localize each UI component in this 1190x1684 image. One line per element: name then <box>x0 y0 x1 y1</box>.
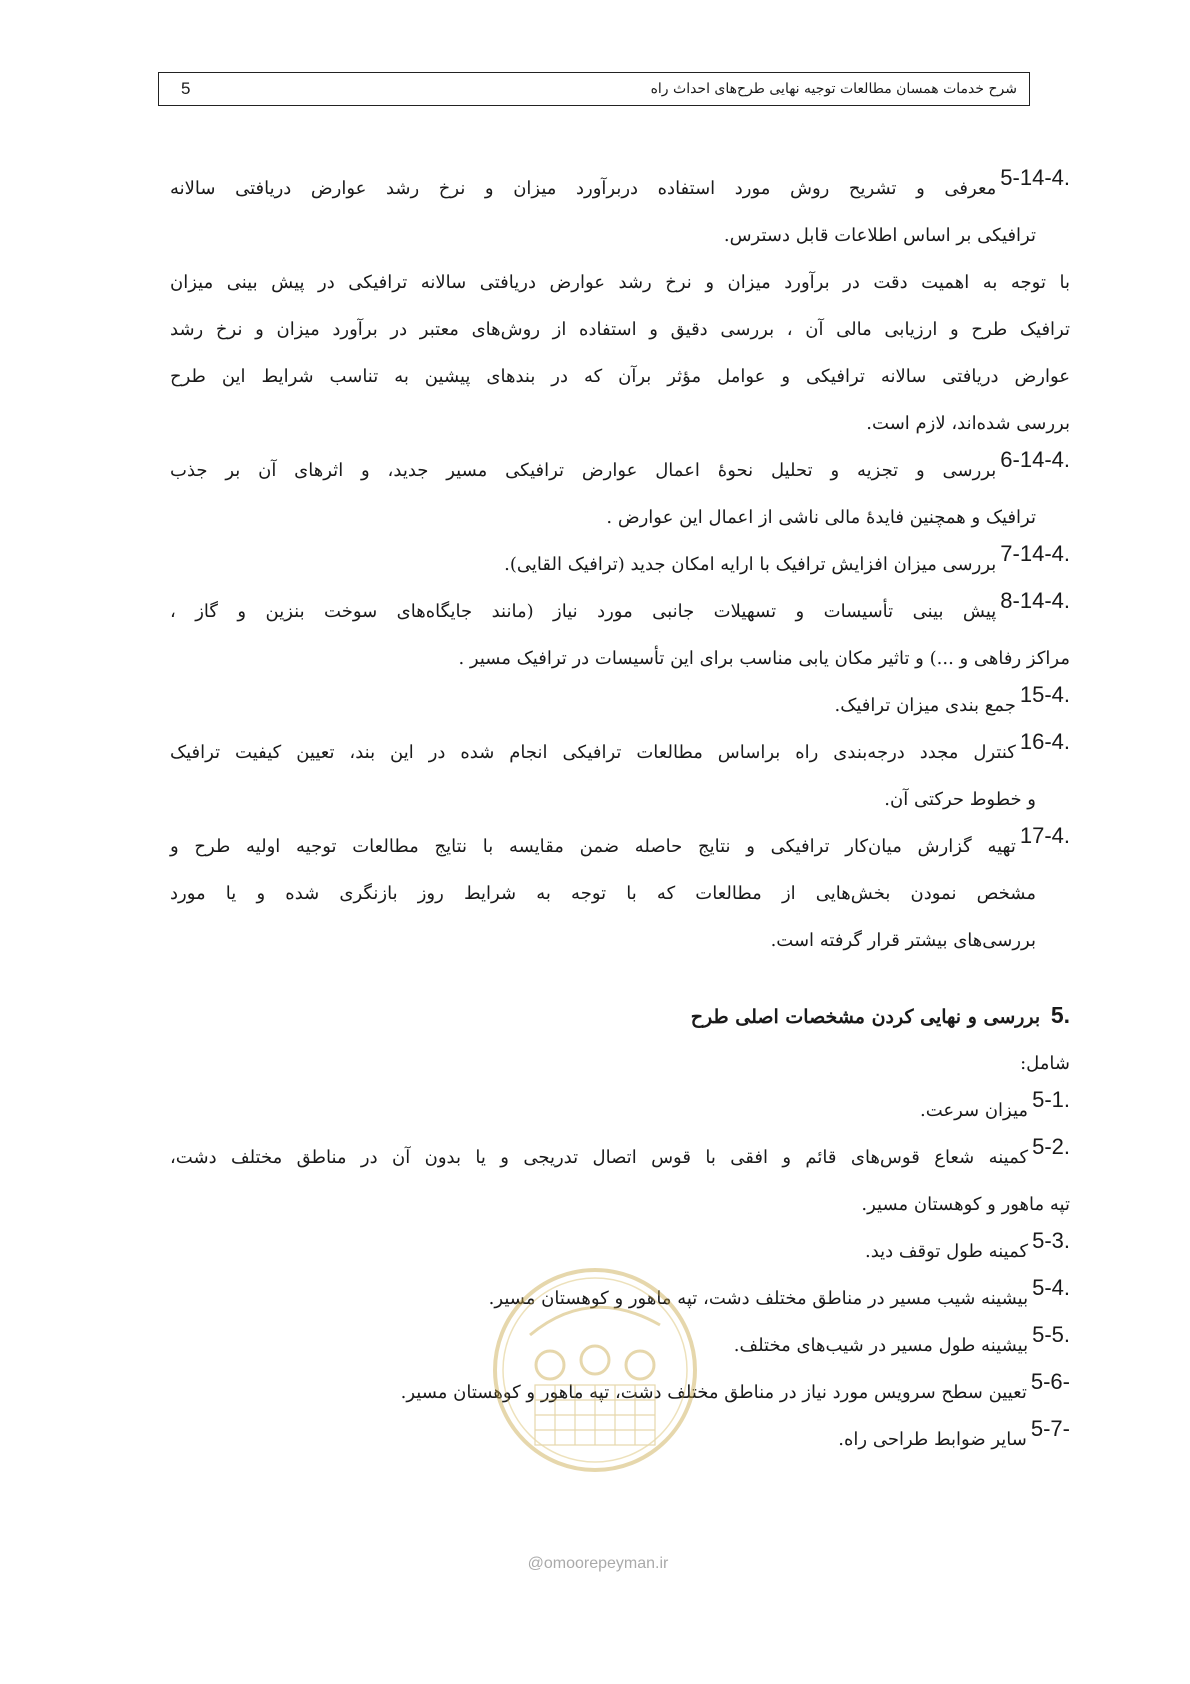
paragraph-line: بررسی شده‌اند، لازم است. <box>866 413 1070 434</box>
item-number: 8-14-4. <box>1000 588 1070 613</box>
item-number: 5-4. <box>1032 1275 1070 1300</box>
item-text: معرفی و تشریح روش مورد استفاده دربرآورد میزان و نرخ رشد عوارض دریافتی سالانه <box>170 178 997 199</box>
item-text: بررسی میزان افزایش ترافیک با ارایه امکان جدید (ترافیک القایی). <box>504 554 997 575</box>
item-number: 5-1. <box>1032 1087 1070 1112</box>
item-number: 5-7- <box>1030 1416 1070 1441</box>
item-text: تپه ماهور و کوهستان مسیر. <box>861 1194 1070 1215</box>
item-text: ترافیک و همچنین فایدهٔ مالی ناشی از اعمال این عوارض . <box>606 507 1036 528</box>
item-number: 5-6- <box>1030 1369 1070 1394</box>
item-number: 5-3. <box>1032 1228 1070 1253</box>
item-text: بررسی‌های بیشتر قرار گرفته است. <box>770 930 1036 951</box>
item-text: و خطوط حرکتی آن. <box>884 789 1036 810</box>
list-item <box>170 588 1070 635</box>
item-number: 15-4. <box>1019 682 1070 707</box>
paragraph-line: با توجه به اهمیت دقت در برآورد میزان و نرخ رشد عوارض دریافتی سالانه ترافیکی در پیش بینی میزان <box>170 272 1070 293</box>
item-text: مراکز رفاهی و ...) و تاثیر مکان یابی مناسب برای این تأسیسات در ترافیک مسیر . <box>458 648 1070 669</box>
section-number: 5. <box>1050 1002 1070 1028</box>
list-item <box>170 823 1070 870</box>
item-text: کمینه شعاع قوس‌های قائم و افقی با قوس اتصال تدریجی و یا بدون آن در مناطق مختلف دشت، <box>170 1147 1029 1168</box>
item-number: 6-14-4. <box>1000 447 1070 472</box>
item-text: میزان سرعت. <box>919 1100 1029 1121</box>
item-text: کمینه طول توقف دید. <box>864 1241 1029 1262</box>
section-heading <box>170 990 1070 1040</box>
list-item <box>170 1087 1070 1134</box>
item-text: جمع بندی میزان ترافیک. <box>834 695 1016 716</box>
page-number: 5 <box>181 79 191 98</box>
list-item <box>170 541 1070 588</box>
item-number: 16-4. <box>1019 729 1070 754</box>
header-title: شرح خدمات همسان مطالعات توجیه نهایی طرح‌های احداث راه <box>650 81 1017 97</box>
item-text: بررسی و تجزیه و تحلیل نحوهٔ اعمال عوارض ترافیکی مسیر جدید، و اثرهای آن بر جذب <box>170 460 997 481</box>
item-number: 5-14-4. <box>1000 165 1070 190</box>
item-number: 7-14-4. <box>1000 541 1070 566</box>
item-text: ترافیکی بر اساس اطلاعات قابل دسترس. <box>723 225 1036 246</box>
item-text: پیش بینی تأسیسات و تسهیلات جانبی مورد نیاز (مانند جایگاه‌های سوخت بنزین و گاز ، <box>170 601 997 622</box>
page-header <box>158 72 1030 106</box>
item-number: 5-5. <box>1032 1322 1070 1347</box>
item-number: 5-2. <box>1032 1134 1070 1159</box>
item-text: تهیه گزارش میان‌کار ترافیکی و نتایج حاصله ضمن مقایسه با نتایج مطالعات توجیه اولیه طرح و <box>170 836 1016 857</box>
section-intro: شامل: <box>1020 1053 1070 1074</box>
item-number: 17-4. <box>1019 823 1070 848</box>
paragraph-line: عوارض دریافتی سالانه ترافیکی و عوامل مؤثر برآن که در بندهای پیشین به تناسب شرایط این طرح <box>170 366 1070 387</box>
item-text: سایر ضوابط طراحی راه. <box>838 1429 1027 1450</box>
list-item <box>170 1134 1070 1181</box>
list-item <box>170 165 1070 212</box>
item-text: مشخص نمودن بخش‌هایی از مطالعات که با توجه به شرایط روز بازنگری شده و یا مورد <box>170 883 1036 904</box>
watermark-logo <box>490 1265 700 1475</box>
paragraph-line: ترافیک طرح و ارزیابی مالی آن ، بررسی دقیق و استفاده از روش‌های معتبر در برآورد میزان و نرخ رشد <box>170 319 1070 340</box>
item-text: کنترل مجدد درجه‌بندی راه براساس مطالعات ترافیکی انجام شده در این بند، تعیین کیفیت ترافیک <box>170 742 1016 763</box>
section-title: بررسی و نهایی کردن مشخصات اصلی طرح <box>690 1006 1041 1028</box>
item-text: تعیین سطح سرویس مورد نیاز در مناطق مختلف دشت، تپه ماهور و کوهستان مسیر. <box>400 1382 1027 1403</box>
list-item <box>170 729 1070 776</box>
item-text: بیشینه شیب مسیر در مناطق مختلف دشت، تپه ماهور و کوهستان مسیر. <box>488 1288 1029 1309</box>
list-item <box>170 447 1070 494</box>
item-text: بیشینه طول مسیر در شیب‌های مختلف. <box>733 1335 1029 1356</box>
watermark-site: @omoorepeyman.ir <box>527 1555 669 1572</box>
list-item <box>170 682 1070 729</box>
